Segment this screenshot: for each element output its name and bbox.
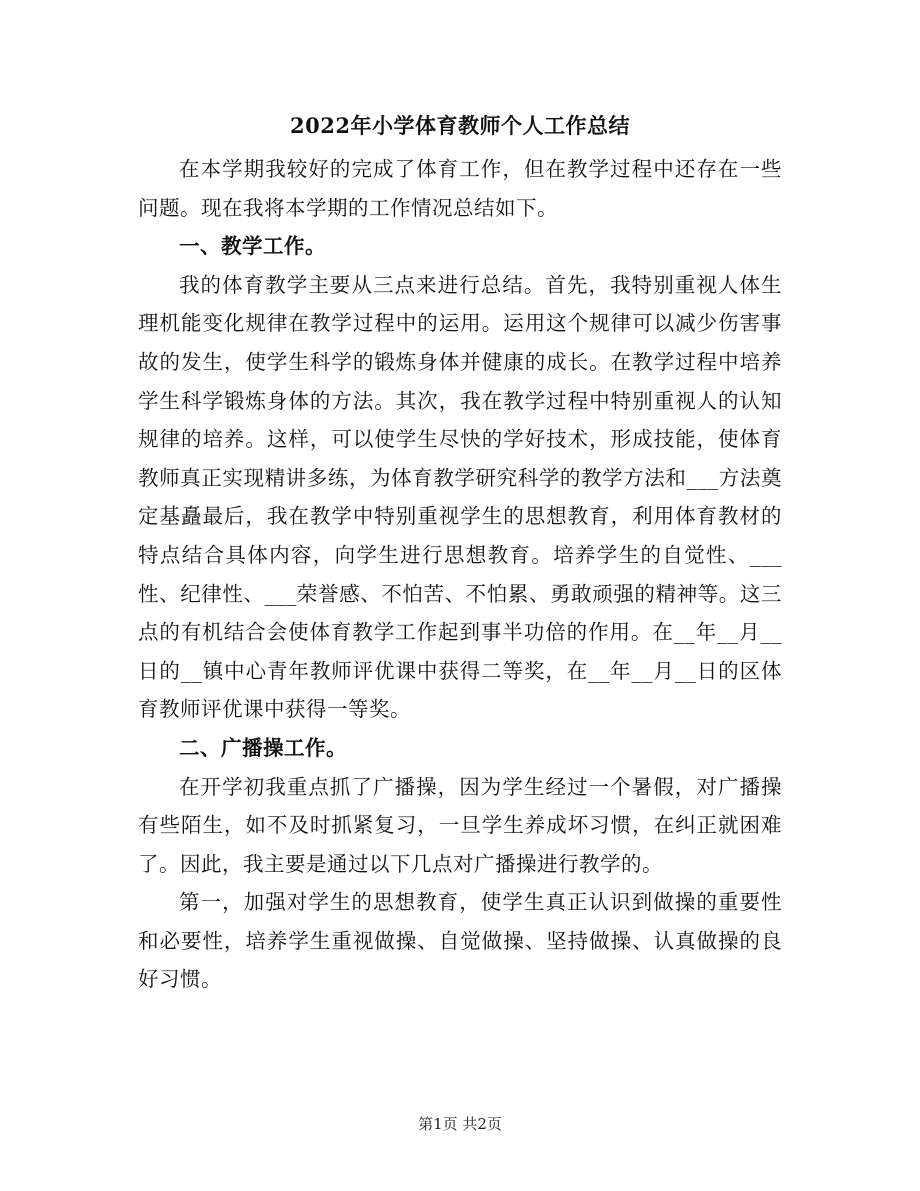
paragraph-first-point: 第一，加强对学生的思想教育，使学生真正认识到做操的重要性和必要性，培养学生重视做操、自觉做操、坚持做操、认真做操的良好习惯。 — [138, 890, 782, 992]
document-title: 2022年小学体育教师个人工作总结 — [290, 113, 630, 138]
page-number-footer: 第1页 共2页 — [418, 1115, 502, 1133]
section-heading-teaching: 一、教学工作。 — [179, 234, 326, 259]
document-body — [138, 150, 782, 999]
paragraph-intro: 在本学期我较好的完成了体育工作，但在教学过程中还存在一些问题。现在我将本学期的工作情况总结如下。 — [138, 157, 782, 220]
section-heading-broadcast-exercise: 二、广播操工作。 — [179, 735, 347, 760]
paragraph-broadcast-exercise: 在开学初我重点抓了广播操，因为学生经过一个暑假，对广播操有些陌生，如不及时抓紧复习，一旦学生养成坏习惯，在纠正就困难了。因此，我主要是通过以下几点对广播操进行教学的。 — [138, 774, 782, 876]
paragraph-teaching: 我的体育教学主要从三点来进行总结。首先，我特别重视人体生理机能变化规律在教学过程中的运用。运用这个规律可以减少伤害事故的发生，使学生科学的锻炼身体并健康的成长。在教学过程中培养学生科学锻炼身体的方法。其次，我在教学过程中特别重视人的认知规律的培养。这样，可以使学生尽快的学好技术，形成技能，使体育教师真正实现精讲多练，为体育教学研究科学的教学方法和___方法奠定基矗最后，我在教学中特别重视学生的思想教育，利用体育教材的特点结合具体内容，向学生进行思想教育。培养学生的自觉性、___性、纪律性、___荣誉感、不怕苦、不怕累、勇敢顽强的精神等。这三点的有机结合会使体育教学工作起到事半功倍的作用。在__年__月__日的__镇中心青年教师评优课中获得二等奖，在__年__月__日的区体育教师评优课中获得一等奖。 — [138, 272, 782, 722]
